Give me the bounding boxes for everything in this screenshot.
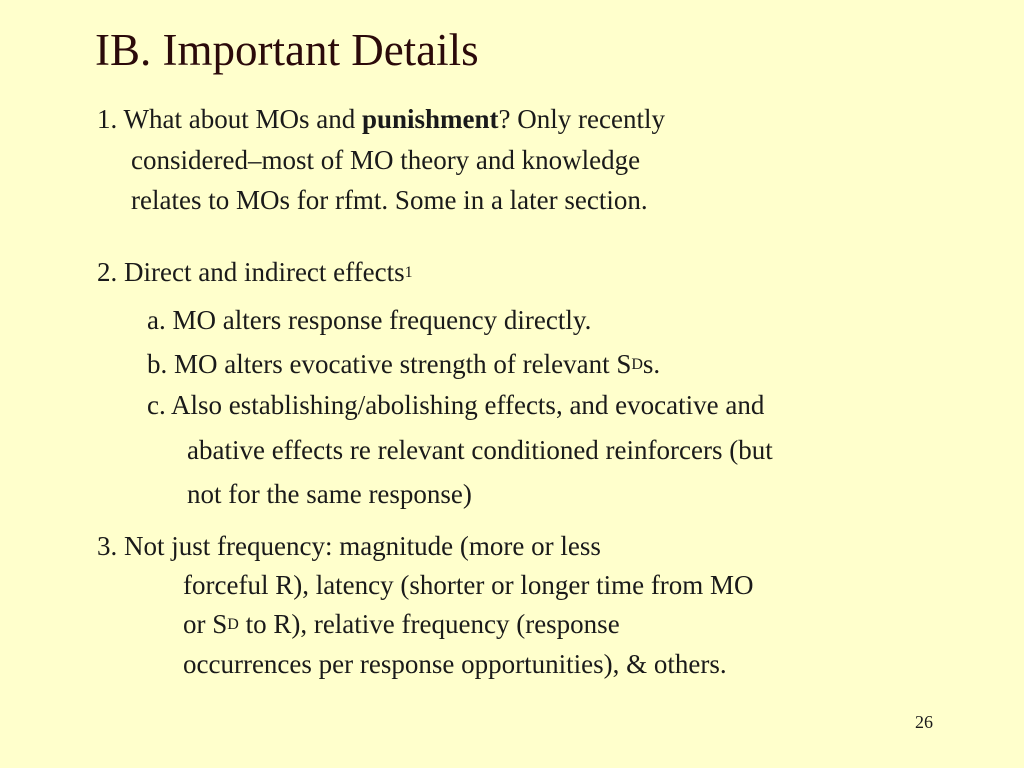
item-1-line-1-end: ? Only recently	[498, 104, 665, 134]
item-1-line-3: relates to MOs for rfmt. Some in a later section.	[131, 185, 648, 215]
item-2b-start: b. MO alters evocative strength of relevant S	[147, 349, 632, 379]
item-3-line-1: 3. Not just frequency: magnitude (more or less	[97, 531, 601, 561]
page-number: 26	[915, 712, 933, 732]
slide-title: IB. Important Details	[95, 25, 479, 75]
item-2-heading-text: 2. Direct and indirect effects	[97, 257, 405, 287]
footnote-marker: 1	[404, 264, 413, 281]
item-3-line-3	[183, 611, 620, 638]
item-1-line-2: considered–most of MO theory and knowledge	[131, 145, 641, 175]
punishment-emphasis: punishment	[361, 104, 499, 134]
item-3-line-3-end: to R), relative frequency (response	[238, 609, 620, 639]
item-2c-line-1: c. Also establishing/abolishing effects, and evocative and	[147, 390, 765, 420]
item-1-line-1-start: 1. What about MOs and	[97, 104, 362, 134]
item-1-line-1	[97, 106, 665, 133]
item-3-line-2: forceful R), latency (shorter or longer time from MO	[183, 570, 754, 600]
item-2b-end: s.	[642, 349, 661, 379]
item-2b	[147, 351, 660, 378]
item-2c-line-2: abative effects re relevant conditioned reinforcers (but	[187, 435, 773, 465]
item-3-line-4: occurrences per response opportunities), & others.	[183, 649, 727, 679]
sd-superscript: D	[631, 356, 643, 373]
item-2-heading	[97, 259, 413, 286]
item-3-line-3-start: or S	[183, 609, 228, 639]
sd-superscript: D	[227, 616, 239, 633]
item-2c-line-3: not for the same response)	[187, 479, 472, 509]
item-2a: a. MO alters response frequency directly.	[147, 305, 592, 335]
